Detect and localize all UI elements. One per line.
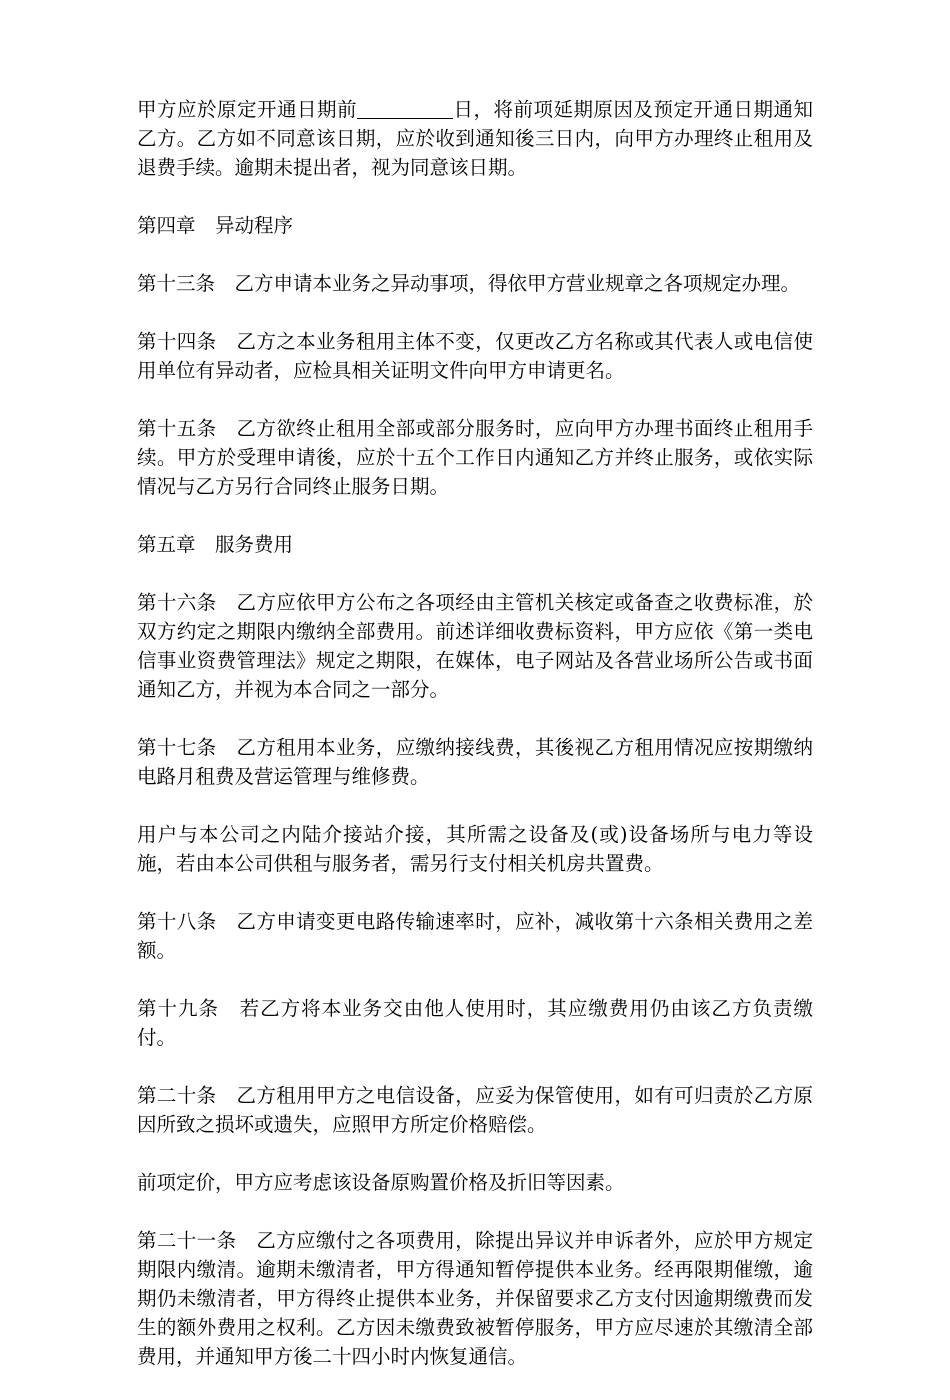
fill-in-blank bbox=[357, 100, 453, 119]
document-body bbox=[137, 95, 813, 1400]
article-16: 第十六条 乙方应依甲方公布之各项经由主管机关核定或备查之收费标准，於双方约定之期限内缴纳全部费用。前述详细收费标资料，甲方应依《第一类电信事业资费管理法》规定之期限，在媒体，电子网站及各营业场所公告或书面通知乙方，并视为本合同之一部分。 bbox=[137, 591, 813, 701]
article-13: 第十三条 乙方申请本业务之异动事项，得依甲方营业规章之各项规定办理。 bbox=[137, 272, 801, 295]
article-17-note: 用户与本公司之内陆介接站介接，其所需之设备及(或)设备场所与电力等设施，若由本公司供租与服务者，需另行支付相关机房共置费。 bbox=[137, 823, 813, 875]
paragraph-opening-date-notice bbox=[137, 95, 813, 182]
chapter-heading-5: 第五章 服务费用 bbox=[137, 533, 294, 556]
article-20: 第二十条 乙方租用甲方之电信设备，应妥为保管使用，如有可归责於乙方原因所致之损坏或遗失，应照甲方所定价格赔偿。 bbox=[137, 1084, 813, 1136]
article-14: 第十四条 乙方之本业务租用主体不变，仅更改乙方名称或其代表人或电信使用单位有异动者，应检具相关证明文件向甲方申请更名。 bbox=[137, 330, 813, 382]
chapter-heading-4: 第四章 异动程序 bbox=[137, 214, 294, 237]
article-15: 第十五条 乙方欲终止租用全部或部分服务时，应向甲方办理书面终止租用手续。甲方於受理申请後，应於十五个工作日内通知乙方并终止服务，或依实际情况与乙方另行合同终止服务日期。 bbox=[137, 417, 813, 498]
article-20-note: 前项定价，甲方应考虑该设备原购置价格及折旧等因素。 bbox=[137, 1171, 625, 1194]
paragraph-text-after-blank: 日，将前项延期原因及预定开通日期通知乙方。乙方如不同意该日期，应於收到通知後三日内，向甲方办理终止租用及退费手续。逾期未提出者，视为同意该日期。 bbox=[137, 98, 813, 179]
article-17: 第十七条 乙方租用本业务，应缴纳接线费，其後视乙方租用情况应按期缴纳电路月租费及营运管理与维修费。 bbox=[137, 736, 813, 788]
article-21: 第二十一条 乙方应缴付之各项费用，除提出异议并申诉者外，应於甲方规定期限内缴清。逾期未缴清者，甲方得通知暂停提供本业务。经再限期催缴，逾期仍未缴清者，甲方得终止提供本业务，并保留要求乙方支付因逾期缴费而发生的额外费用之权利。乙方因未缴费致被暂停服务，甲方应尽速於其缴清全部费用，并通知甲方後二十四小时内恢复通信。 bbox=[137, 1229, 813, 1368]
paragraph-text-before-blank: 甲方应於原定开通日期前 bbox=[137, 98, 357, 121]
article-18: 第十八条 乙方申请变更电路传输速率时，应补，减收第十六条相关费用之差额。 bbox=[137, 910, 813, 962]
article-19: 第十九条 若乙方将本业务交由他人使用时，其应缴费用仍由该乙方负责缴付。 bbox=[137, 997, 813, 1049]
